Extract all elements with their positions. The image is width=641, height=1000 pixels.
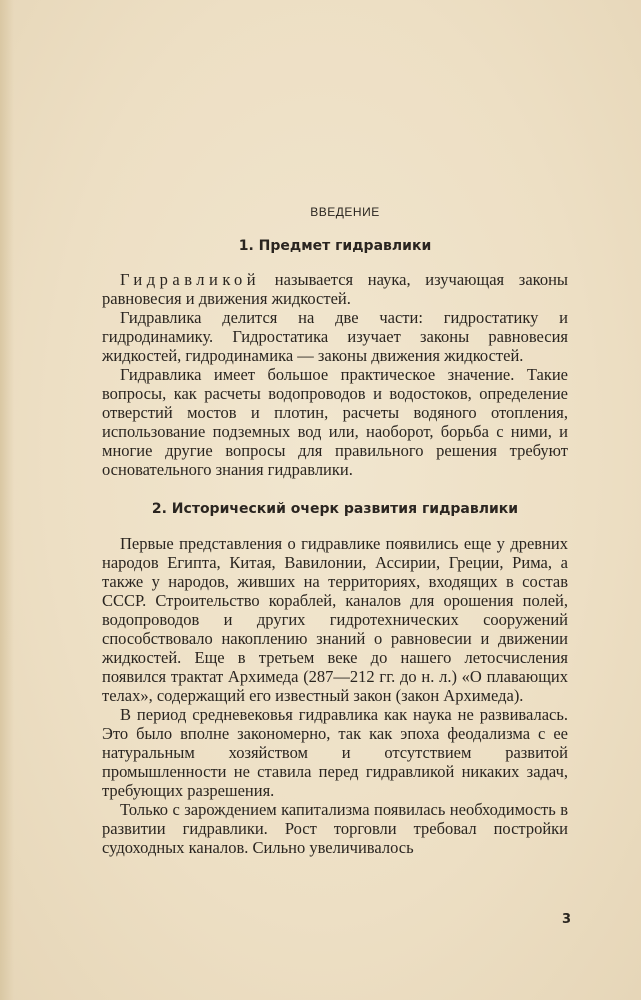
chapter-title: ВВЕДЕНИЕ [310,205,380,219]
paragraph: Гидравлика делится на две части: гидростатику и гидродинамику. Гидростатика изучает законы равновесия жидкостей, гидродинамика — законы движения жидкостей. [102,308,568,365]
section-heading-2: 2. Исторический очерк развития гидравлики [151,501,519,517]
paragraph-text: называется наука, изучающая законы равновесия и движения жидкостей. [102,270,568,308]
paragraph: В период средневековья гидравлика как наука не развивалась. Это было вполне закономерно, так как эпоха феодализма с ее натуральным хозяйством и отсутствием развитой промышленности не ставила перед гидравликой никаких задач, требующих разрешения. [102,705,568,800]
paragraph: Только с зарождением капитализма появилась необходимость в развитии гидравлики. Рост торговли требовал постройки судоходных каналов. Сильно увеличивалось [102,800,568,857]
page-edge-shadow [0,0,14,1000]
paragraph: Первые представления о гидравлике появились еще у древних народов Египта, Китая, Вавилонии, Ассирии, Греции, Рима, а также у народов, живших на территориях, входящих в состав СССР. Строительство кораблей, каналов для орошения полей, водопроводов и других гидротехнических сооружений способствовало накоплению знаний о равновесии и движении жидкостей. Еще в третьем веке до нашего летосчисления появился трактат Архимеда (287—212 гг. до н. л.) «О плавающих телах», содержащий его известный закон (закон Архимеда). [102,534,568,705]
page-number: 3 [562,912,572,927]
paragraph: Гидравлика имеет большое практическое значение. Такие вопросы, как расчеты водопроводов и водостоков, определение отверстий мостов и плотин, расчеты водяного отопления, использование подземных вод или, наоборот, борьба с ними, и многие другие вопросы для правильного решения требуют основательного знания гидравлики. [102,365,568,479]
page-content [102,205,568,857]
section-heading-1: 1. Предмет гидравлики [238,238,432,254]
paragraph [102,270,568,308]
spaced-term: Гидравликой [120,270,261,289]
